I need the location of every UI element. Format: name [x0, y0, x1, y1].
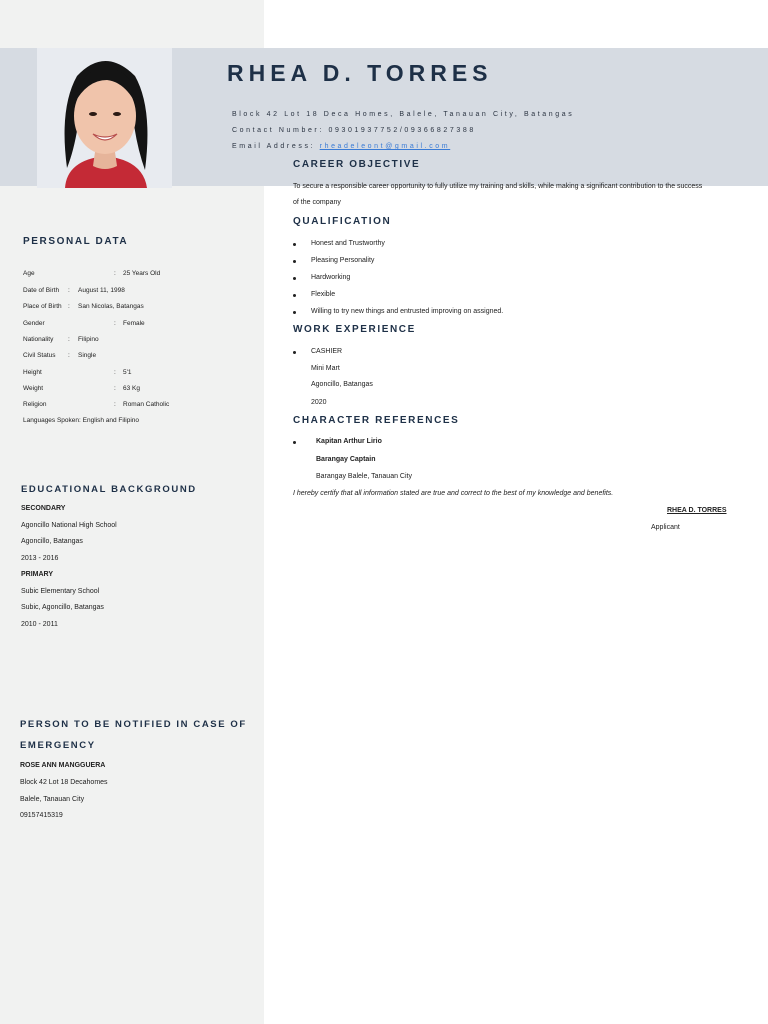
email-line	[232, 143, 450, 150]
pd-weight-value: 63 Kg	[123, 385, 140, 392]
email-label: Email Address:	[232, 143, 316, 150]
pd-colon: :	[114, 320, 116, 327]
work-position: CASHIER	[311, 348, 343, 355]
emergency-address-line1: Block 42 Lot 18 Decahomes	[20, 779, 108, 786]
pd-colon: :	[68, 287, 70, 294]
career-objective-line2: of the company	[293, 199, 341, 206]
pd-gender-label: Gender	[23, 320, 45, 327]
secondary-school: Agoncillo National High School	[21, 522, 117, 529]
pd-languages-value: English and Filipino	[82, 417, 140, 424]
pd-birthdate-value: August 11, 1998	[78, 287, 125, 294]
email-link[interactable]: rheadeleont@gmail.com	[319, 143, 451, 150]
pd-religion-value: Roman Catholic	[123, 401, 170, 408]
profile-photo-image	[37, 48, 172, 188]
pd-colon: :	[114, 385, 116, 392]
pd-colon: :	[114, 270, 116, 277]
pd-colon: :	[114, 369, 116, 376]
profile-photo	[37, 48, 172, 188]
reference-name: Kapitan Arthur Lirio	[316, 438, 382, 445]
pd-nationality-label: Nationality	[23, 336, 54, 343]
address-line: Block 42 Lot 18 Deca Homes, Balele, Tanauan City, Batangas	[232, 111, 575, 118]
signature-role: Applicant	[651, 524, 680, 531]
pd-civil-status-value: Single	[78, 352, 97, 359]
pd-gender-value: Female	[123, 320, 145, 327]
primary-school: Subic Elementary School	[21, 588, 100, 595]
pd-civil-status-label: Civil Status	[23, 352, 56, 359]
signature-name: RHEA D. TORRES	[667, 507, 727, 514]
reference-place: Barangay Balele, Tanauan City	[316, 473, 412, 480]
bullet-icon	[293, 243, 296, 246]
pd-age-label: Age	[23, 270, 35, 277]
applicant-name: RHEA D. TORRES	[227, 60, 493, 86]
career-objective-line1: To secure a responsible career opportunity to fully utilize my training and skills, while making a significant contribution to the success	[293, 183, 703, 190]
qualification-item: Willing to try new things and entrusted improving on assigned.	[311, 308, 504, 315]
pd-height-value: 5'1	[123, 369, 132, 376]
work-place: Agoncillo, Batangas	[311, 381, 373, 388]
work-year: 2020	[311, 399, 327, 406]
character-references-heading: CHARACTER REFERENCES	[293, 415, 460, 426]
pd-languages-label: Languages Spoken:	[23, 417, 81, 424]
qualification-item: Honest and Trustworthy	[311, 240, 385, 247]
pd-nationality-value: Filipino	[78, 336, 99, 343]
emergency-heading-line2: EMERGENCY	[20, 740, 96, 751]
qualification-item: Hardworking	[311, 274, 351, 281]
work-company: Mini Mart	[311, 365, 340, 372]
primary-years: 2010 - 2011	[21, 621, 58, 628]
work-experience-heading: WORK EXPERIENCE	[293, 324, 416, 335]
contact-number-line	[232, 127, 476, 134]
pd-languages-line	[23, 417, 139, 424]
secondary-place: Agoncillo, Batangas	[21, 538, 83, 545]
bullet-icon	[293, 311, 296, 314]
pd-birthdate-label: Date of Birth	[23, 287, 60, 294]
qualification-item: Pleasing Personality	[311, 257, 375, 264]
pd-colon: :	[68, 352, 70, 359]
career-objective-heading: CAREER OBJECTIVE	[293, 159, 421, 170]
pd-birthplace-label: Place of Birth	[23, 303, 62, 310]
primary-place: Subic, Agoncillo, Batangas	[21, 604, 104, 611]
bullet-icon	[293, 351, 296, 354]
bullet-icon	[293, 260, 296, 263]
pd-colon: :	[114, 401, 116, 408]
secondary-heading: SECONDARY	[21, 505, 66, 512]
bullet-icon	[293, 294, 296, 297]
reference-title: Barangay Captain	[316, 456, 376, 463]
emergency-heading-line1: PERSON TO BE NOTIFIED IN CASE OF	[20, 719, 247, 730]
pd-age-value: 25 Years Old	[123, 270, 161, 277]
pd-colon: :	[68, 303, 70, 310]
pd-colon: :	[68, 336, 70, 343]
contact-number-label: Contact Number:	[232, 127, 324, 134]
emergency-contact-name: ROSE ANN MANGGUERA	[20, 762, 106, 769]
pd-birthplace-value: San Nicolas, Batangas	[78, 303, 144, 310]
pd-religion-label: Religion	[23, 401, 47, 408]
pd-height-label: Height	[23, 369, 42, 376]
qualification-heading: QUALIFICATION	[293, 216, 392, 227]
personal-data-heading: PERSONAL DATA	[23, 236, 129, 247]
qualification-item: Flexible	[311, 291, 336, 298]
emergency-phone: 09157415319	[20, 812, 63, 819]
bullet-icon	[293, 441, 296, 444]
pd-weight-label: Weight	[23, 385, 44, 392]
emergency-address-line2: Balele, Tanauan City	[20, 796, 85, 803]
education-heading: EDUCATIONAL BACKGROUND	[21, 484, 197, 495]
primary-heading: PRIMARY	[21, 571, 54, 578]
contact-number-value: 09301937752/09366827388	[328, 127, 476, 134]
bullet-icon	[293, 277, 296, 280]
certification-statement: I hereby certify that all information stated are true and correct to the best of my knowledge and benefits.	[293, 490, 614, 497]
secondary-years: 2013 - 2016	[21, 555, 59, 562]
